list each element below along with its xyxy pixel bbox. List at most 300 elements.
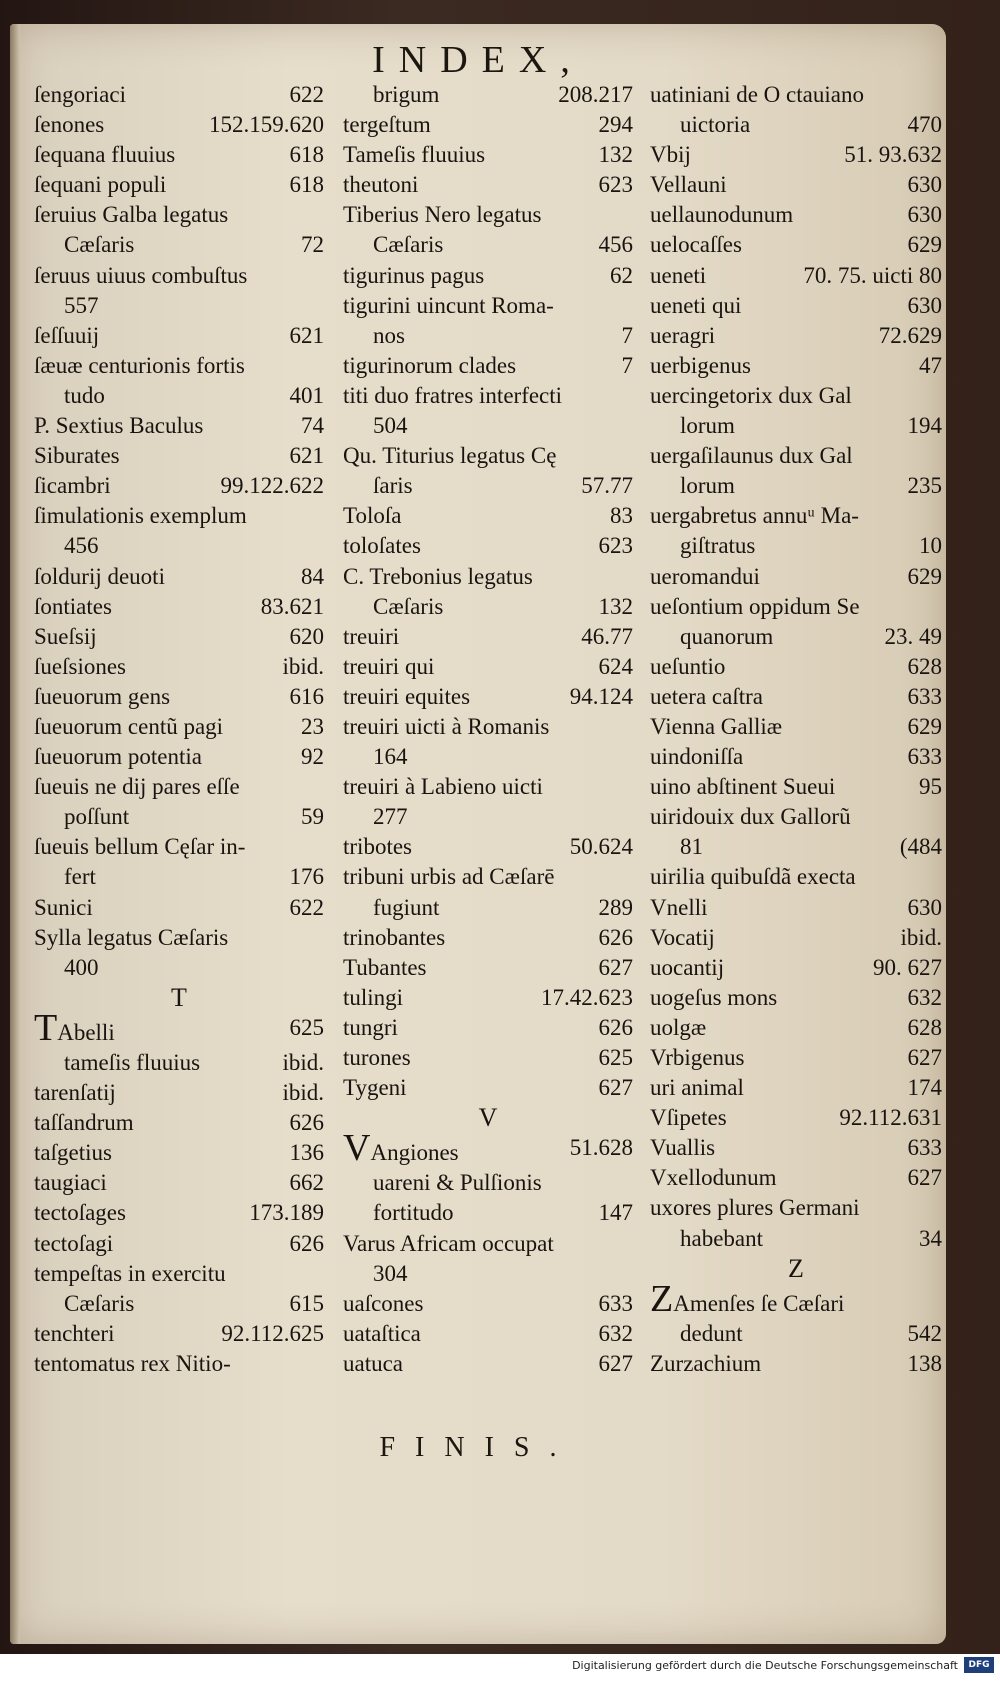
entry-page-ref: 633 — [907, 683, 942, 709]
entry-page-ref: 630 — [907, 202, 942, 228]
entry-page-ref: 57.77 — [581, 473, 633, 499]
entry-term: ſeruius Galba legatus — [34, 202, 229, 228]
entry-page-ref: 46.77 — [581, 623, 633, 649]
index-entry — [34, 441, 324, 471]
index-entry — [34, 1078, 324, 1108]
index-entry — [343, 742, 633, 772]
index-entry — [343, 321, 633, 351]
index-entry — [650, 712, 942, 742]
entry-page-ref: 623 — [598, 533, 633, 559]
index-entry — [34, 1198, 324, 1228]
index-entry — [343, 1259, 633, 1289]
entry-term: uerbigenus — [650, 352, 751, 378]
entry-page-ref: 138 — [907, 1350, 942, 1376]
index-entry — [650, 200, 942, 230]
entry-term: nos — [373, 322, 405, 348]
index-entry — [34, 1289, 324, 1319]
entry-page-ref: 627 — [907, 1165, 942, 1191]
entry-term: ſimulationis exemplum — [34, 503, 247, 529]
entry-term: uri animal — [650, 1075, 744, 1101]
entry-term: Sueſsij — [34, 623, 97, 649]
entry-term: uaſcones — [343, 1290, 424, 1316]
entry-term: ueragri — [650, 322, 716, 348]
index-entry — [650, 1224, 942, 1254]
index-entry — [34, 1229, 324, 1259]
entry-page-ref: 72.629 — [878, 322, 942, 348]
entry-term: tarenſatij — [34, 1080, 116, 1106]
index-entry — [34, 712, 324, 742]
entry-term: uellaunodunum — [650, 202, 794, 228]
index-entry — [650, 652, 942, 682]
index-entry — [343, 562, 633, 592]
entry-term: lorum — [680, 473, 735, 499]
entry-page-ref: 632 — [907, 984, 942, 1010]
entry-term: ſueuorum centũ pagi — [34, 713, 224, 739]
footer-credit-text: Digitalisierung gefördert durch die Deutsche Forschungsgemeinschaft — [572, 1659, 958, 1672]
entry-term: Vbij — [650, 142, 691, 168]
index-entry — [34, 802, 324, 832]
index-entry — [650, 261, 942, 291]
entry-page-ref: 630 — [907, 172, 942, 198]
dfg-logo: DFG — [964, 1657, 994, 1673]
index-entry — [650, 923, 942, 953]
index-entry — [343, 1319, 633, 1349]
entry-page-ref: 83 — [610, 503, 633, 529]
entry-page-ref: ibid. — [282, 653, 324, 679]
entry-page-ref: ibid. — [282, 1080, 324, 1106]
entry-term: ſueuorum gens — [34, 683, 171, 709]
entry-page-ref: 629 — [907, 713, 942, 739]
entry-term: tectoſages — [34, 1200, 126, 1226]
index-entry — [343, 682, 633, 712]
entry-term: ueneti qui — [650, 292, 742, 318]
entry-term: uatiniani de O ctauiano — [650, 82, 864, 107]
entry-page-ref: 208.217 — [558, 82, 633, 107]
index-entry — [343, 1289, 633, 1319]
entry-page-ref: 626 — [598, 924, 633, 950]
index-entry — [343, 1349, 633, 1379]
index-entry — [34, 592, 324, 622]
entry-term: Toloſa — [343, 503, 402, 529]
index-entry — [650, 441, 942, 471]
entry-page-ref: 83.621 — [260, 593, 324, 619]
entry-term: treuiri equites — [343, 683, 471, 709]
index-entry — [343, 471, 633, 501]
index-entry — [34, 1168, 324, 1198]
index-entry — [650, 170, 942, 200]
entry-term: uictoria — [680, 112, 751, 138]
entry-page-ref: 70. 75. uicti 80 — [803, 262, 942, 288]
entry-page-ref: 633 — [598, 1290, 633, 1316]
entry-page-ref: 294 — [598, 112, 633, 138]
index-entry — [650, 742, 942, 772]
index-entry — [34, 381, 324, 411]
entry-term: theutoni — [343, 172, 419, 198]
entry-page-ref: 622 — [289, 82, 324, 107]
section-letter-heading — [650, 1254, 942, 1284]
entry-page-ref: 47 — [919, 352, 942, 378]
index-entry — [343, 1013, 633, 1043]
entry-page-ref: 620 — [289, 623, 324, 649]
index-entry — [343, 1043, 633, 1073]
entry-term: uocantij — [650, 954, 725, 980]
entry-page-ref: 626 — [289, 1230, 324, 1256]
entry-term: uiridouix dux Gallorũ — [650, 804, 851, 830]
entry-term: 304 — [373, 1260, 408, 1286]
index-entry — [34, 652, 324, 682]
entry-page-ref: 470 — [907, 112, 942, 138]
entry-page-ref: 621 — [289, 443, 324, 469]
index-entry — [34, 110, 324, 140]
entry-page-ref: 152.159.620 — [209, 112, 324, 138]
entry-term: Vellauni — [650, 172, 727, 198]
entry-page-ref: 23. 49 — [884, 623, 942, 649]
entry-term: TAbelli — [34, 1006, 115, 1049]
index-entry — [650, 622, 942, 652]
entry-page-ref: 629 — [907, 232, 942, 258]
index-entry — [343, 893, 633, 923]
entry-term: 164 — [373, 744, 408, 770]
index-entry — [34, 501, 324, 531]
entry-term: tentomatus rex Nitio- — [34, 1350, 231, 1376]
index-entry — [343, 712, 633, 742]
entry-page-ref: 628 — [907, 1014, 942, 1040]
entry-page-ref: 618 — [289, 172, 324, 198]
index-column-1 — [34, 80, 324, 1379]
entry-page-ref: 632 — [598, 1320, 633, 1346]
entry-term: uxores plures Germani — [650, 1195, 860, 1221]
entry-page-ref: 94.124 — [569, 683, 633, 709]
entry-page-ref: 618 — [289, 142, 324, 168]
entry-page-ref: 623 — [598, 172, 633, 198]
index-entry — [34, 531, 324, 561]
entry-page-ref: 92.112.631 — [839, 1105, 942, 1131]
index-entry — [343, 261, 633, 291]
entry-page-ref: 92 — [301, 744, 324, 770]
entry-term: treuiri à Labieno uicti — [343, 774, 543, 800]
index-entry — [650, 1319, 942, 1349]
entry-term: tulingi — [343, 984, 404, 1010]
entry-page-ref: 34 — [919, 1225, 942, 1251]
index-entry — [343, 1168, 633, 1198]
entry-page-ref: 624 — [598, 653, 633, 679]
index-entry — [650, 80, 942, 110]
index-entry — [343, 230, 633, 260]
index-entry — [650, 772, 942, 802]
index-entry — [650, 140, 942, 170]
entry-term: Vienna Galliæ — [650, 713, 783, 739]
entry-term: T — [171, 982, 187, 1012]
entry-term: Cæſaris — [64, 232, 135, 258]
index-entry — [650, 862, 942, 892]
entry-term: Vrbigenus — [650, 1045, 745, 1070]
entry-term: ueromandui — [650, 563, 760, 589]
entry-term: uataſtica — [343, 1320, 421, 1346]
index-entry — [34, 1349, 324, 1379]
index-entry — [650, 1277, 942, 1320]
entry-page-ref: 147 — [598, 1200, 633, 1226]
entry-term: Varus Africam occupat — [343, 1230, 554, 1256]
entry-page-ref: 17.42.623 — [541, 984, 633, 1010]
index-entry — [343, 1127, 633, 1170]
entry-page-ref: 627 — [598, 1075, 633, 1101]
index-entry — [650, 321, 942, 351]
entry-term: Tiberius Nero legatus — [343, 202, 542, 228]
index-entry — [650, 832, 942, 862]
index-entry — [34, 742, 324, 772]
index-entry — [343, 80, 633, 110]
entry-term: ſeruus uiuus combuſtus — [34, 262, 248, 288]
index-entry — [650, 1349, 942, 1379]
entry-term: uindoniſſa — [650, 744, 744, 770]
entry-page-ref: 630 — [907, 292, 942, 318]
entry-page-ref: 626 — [289, 1110, 324, 1136]
entry-term: ſaris — [373, 473, 413, 499]
entry-term: taſſandrum — [34, 1110, 134, 1136]
index-entry — [343, 592, 633, 622]
entry-page-ref: 289 — [598, 894, 633, 920]
entry-term: tectoſagi — [34, 1230, 114, 1256]
entry-page-ref: 7 — [621, 352, 633, 378]
entry-term: tribotes — [343, 834, 412, 860]
index-entry — [343, 441, 633, 471]
entry-term: tenchteri — [34, 1320, 115, 1346]
entry-term: Qu. Titurius legatus Cę — [343, 443, 557, 469]
index-entry — [34, 291, 324, 321]
entry-term: uogeſus mons — [650, 984, 778, 1010]
entry-term: quanorum — [680, 623, 774, 649]
entry-term: treuiri — [343, 623, 400, 649]
entry-page-ref: 132 — [598, 142, 633, 168]
entry-term: Cæſaris — [373, 593, 444, 619]
entry-term: uergaſilaunus dux Gal — [650, 443, 853, 469]
index-entry — [343, 381, 633, 411]
index-entry — [650, 953, 942, 983]
entry-page-ref: 235 — [907, 473, 942, 499]
entry-page-ref: 627 — [598, 1350, 633, 1376]
index-entry — [34, 170, 324, 200]
entry-term: taugiaci — [34, 1170, 107, 1196]
index-entry — [343, 351, 633, 381]
index-entry — [34, 471, 324, 501]
entry-page-ref: 629 — [907, 563, 942, 589]
entry-term: tudo — [64, 382, 105, 408]
entry-term: uelocaſſes — [650, 232, 742, 258]
entry-page-ref: 194 — [907, 413, 942, 439]
index-entry — [34, 200, 324, 230]
finis-colophon: FINIS. — [379, 1432, 577, 1463]
entry-term: Tameſis fluuius — [343, 142, 486, 168]
entry-term: ueſuntio — [650, 653, 726, 679]
entry-term: poſſunt — [64, 804, 130, 830]
entry-term: tergeſtum — [343, 112, 431, 138]
entry-term: Tubantes — [343, 954, 427, 980]
entry-term: ſengoriaci — [34, 82, 126, 107]
entry-page-ref: 51.628 — [569, 1135, 633, 1161]
entry-page-ref: 176 — [289, 864, 324, 890]
index-entry — [343, 411, 633, 441]
entry-term: Siburates — [34, 443, 120, 469]
entry-term: ſæuæ centurionis fortis — [34, 352, 245, 378]
index-entry — [650, 110, 942, 140]
entry-page-ref: 174 — [907, 1075, 942, 1101]
entry-page-ref: 95 — [919, 774, 942, 800]
index-entry — [34, 832, 324, 862]
index-entry — [34, 351, 324, 381]
index-entry — [650, 802, 942, 832]
section-letter-heading — [343, 1103, 633, 1133]
index-entry — [34, 862, 324, 892]
index-entry — [650, 411, 942, 441]
index-entry — [34, 261, 324, 291]
index-entry — [650, 1013, 942, 1043]
page-fold-shadow — [10, 24, 20, 1644]
entry-page-ref: 615 — [289, 1290, 324, 1316]
index-entry — [343, 140, 633, 170]
index-entry — [343, 923, 633, 953]
entry-page-ref: 627 — [907, 1045, 942, 1070]
entry-page-ref: 92.112.625 — [221, 1320, 324, 1346]
index-entry — [650, 1163, 942, 1193]
entry-term: uatuca — [343, 1350, 404, 1376]
index-entry — [343, 531, 633, 561]
entry-page-ref: 90. 627 — [873, 954, 942, 980]
index-entry — [650, 893, 942, 923]
book-page — [10, 24, 946, 1644]
entry-term: lorum — [680, 413, 735, 439]
index-entry — [34, 411, 324, 441]
entry-term: Vuallis — [650, 1135, 716, 1161]
entry-term: Sunici — [34, 894, 93, 920]
index-entry — [650, 501, 942, 531]
entry-term: turones — [343, 1045, 411, 1070]
entry-term: Sylla legatus Cæſaris — [34, 924, 229, 950]
entry-term: tribuni urbis ad Cæſarē — [343, 864, 555, 890]
entry-term: treuiri qui — [343, 653, 435, 679]
index-entry — [343, 110, 633, 140]
index-entry — [650, 471, 942, 501]
entry-term: 557 — [64, 292, 99, 318]
entry-page-ref: 10 — [919, 533, 942, 559]
entry-term: Vxellodunum — [650, 1165, 777, 1191]
index-entry — [34, 140, 324, 170]
entry-term: trinobantes — [343, 924, 446, 950]
index-entry — [650, 1193, 942, 1223]
index-entry — [343, 200, 633, 230]
index-entry — [34, 80, 324, 110]
entry-page-ref: 62 — [610, 262, 633, 288]
entry-term: ſequana fluuius — [34, 142, 176, 168]
entry-term: tameſis fluuius — [64, 1050, 201, 1075]
entry-term: dedunt — [680, 1320, 743, 1346]
entry-page-ref: (484 — [899, 834, 942, 860]
index-entry — [650, 592, 942, 622]
entry-term: 81 — [680, 834, 703, 860]
entry-term: uetera caſtra — [650, 683, 763, 709]
entry-term: tigurinus pagus — [343, 262, 485, 288]
index-entry — [650, 531, 942, 561]
entry-term: Zurzachium — [650, 1350, 762, 1376]
entry-page-ref: 662 — [289, 1170, 324, 1196]
index-entry — [650, 1043, 942, 1073]
entry-page-ref: 99.122.622 — [220, 473, 324, 499]
entry-term: ſenones — [34, 112, 105, 138]
entry-term: ſicambri — [34, 473, 111, 499]
entry-term: ſequani populi — [34, 172, 167, 198]
entry-term: 400 — [64, 954, 99, 980]
entry-page-ref: 628 — [907, 653, 942, 679]
entry-term: ſueſsiones — [34, 653, 126, 679]
entry-term: titi duo fratres interfecti — [343, 382, 563, 408]
entry-term: fortitudo — [373, 1200, 454, 1226]
entry-term: ZAmenſes ſe Cæſari — [650, 1277, 845, 1320]
index-entry — [343, 1229, 633, 1259]
index-column-3 — [650, 80, 942, 1379]
entry-term: uino abſtinent Sueui — [650, 774, 836, 800]
index-entry — [34, 622, 324, 652]
entry-page-ref: 633 — [907, 744, 942, 770]
entry-term: Cæſaris — [373, 232, 444, 258]
entry-term: VAngiones — [343, 1127, 459, 1170]
entry-term: Vnelli — [650, 894, 708, 920]
entry-page-ref: ibid. — [900, 924, 942, 950]
entry-term: Tygeni — [343, 1075, 407, 1101]
entry-term: ſoldurij deuoti — [34, 563, 165, 589]
index-entry — [343, 802, 633, 832]
index-entry — [343, 983, 633, 1013]
index-entry — [650, 562, 942, 592]
index-entry — [34, 562, 324, 592]
index-entry — [650, 682, 942, 712]
index-entry — [34, 923, 324, 953]
entry-term: habebant — [680, 1225, 764, 1251]
entry-term: brigum — [373, 82, 440, 107]
index-entry — [34, 230, 324, 260]
index-entry — [343, 772, 633, 802]
entry-term: giſtratus — [680, 533, 756, 559]
entry-term: V — [478, 1103, 498, 1133]
entry-page-ref: 625 — [289, 1014, 324, 1040]
index-entry — [650, 291, 942, 321]
index-entry — [34, 893, 324, 923]
index-entry — [343, 862, 633, 892]
entry-term: tigurini uincunt Roma- — [343, 292, 554, 318]
entry-term: Vſipetes — [650, 1105, 727, 1131]
entry-term: Z — [788, 1253, 804, 1283]
index-entry — [343, 170, 633, 200]
index-entry — [650, 1133, 942, 1163]
entry-term: ſeſſuuij — [34, 322, 100, 348]
entry-page-ref: 84 — [301, 563, 324, 589]
entry-page-ref: 542 — [907, 1320, 942, 1346]
entry-page-ref: 51. 93.632 — [844, 142, 942, 168]
entry-term: Vocatij — [650, 924, 715, 950]
entry-page-ref: 621 — [289, 322, 324, 348]
entry-page-ref: 456 — [598, 232, 633, 258]
entry-term: uirilia quibuſdã execta — [650, 864, 856, 890]
entry-term: Cæſaris — [64, 1290, 135, 1316]
index-entry — [34, 682, 324, 712]
index-entry — [343, 501, 633, 531]
index-entry — [343, 953, 633, 983]
digitization-footer — [0, 1654, 1000, 1681]
running-head: INDEX, — [372, 39, 584, 81]
index-entry — [650, 381, 942, 411]
entry-term: uercingetorix dux Gal — [650, 382, 852, 408]
index-entry — [34, 1259, 324, 1289]
index-column-2 — [343, 80, 633, 1379]
index-entry — [343, 1198, 633, 1228]
